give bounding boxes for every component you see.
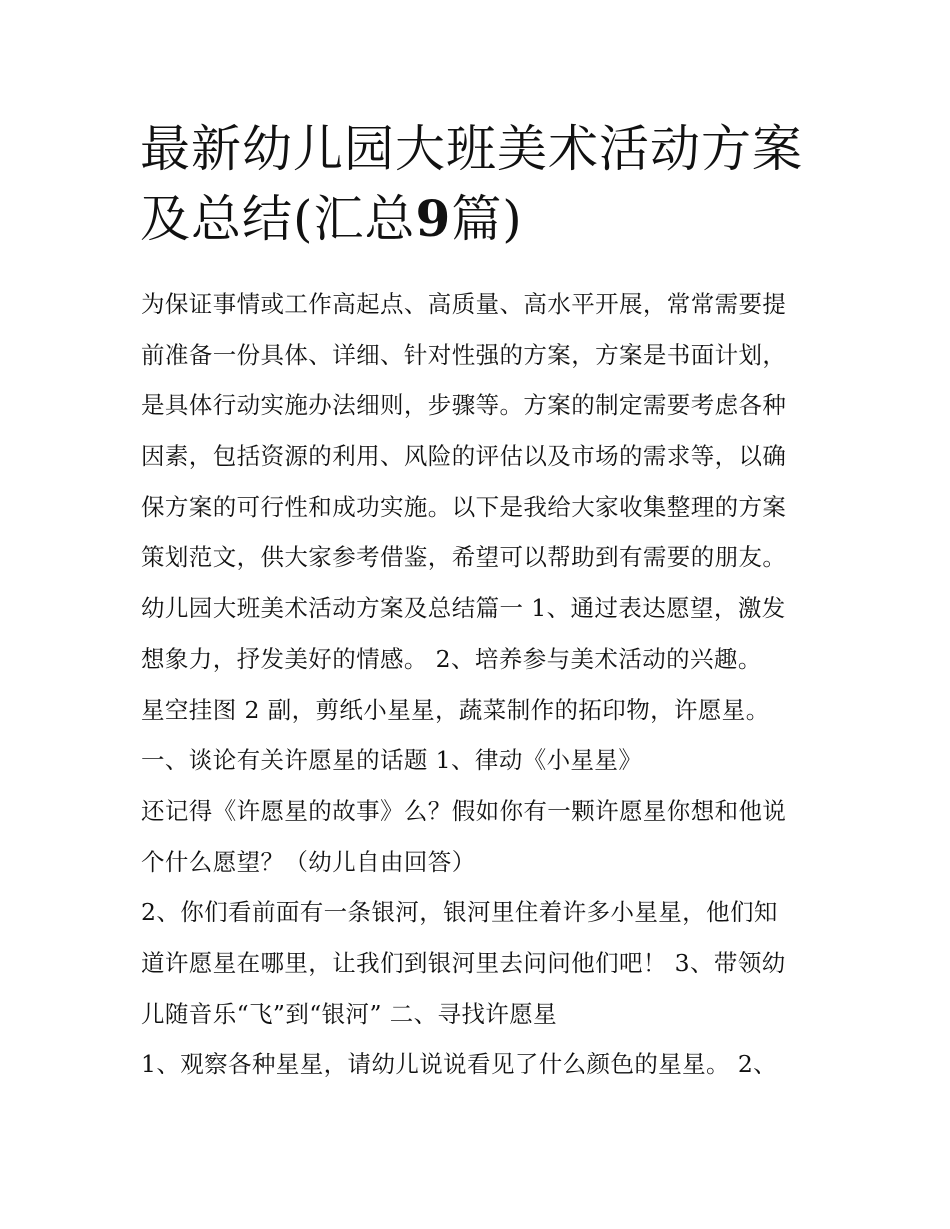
title-line-1: 最新幼儿园大班美术活动方案	[140, 120, 803, 178]
body-line: 星空挂图 2 副，剪纸小星星，蔬菜制作的拓印物，许愿星。	[141, 695, 770, 724]
document-body	[141, 279, 821, 1090]
body-line: 一、谈论有关许愿星的话题 1、律动《小星星》	[141, 746, 643, 775]
title-line-2-suffix: 篇)	[451, 190, 523, 248]
body-line: 还记得《许愿星的故事》么？假如你有一颗许愿星你想和他说	[141, 796, 787, 825]
body-line: 2、你们看前面有一条银河，银河里住着许多小星星，他们知	[141, 898, 778, 927]
title-line-2-number: 9	[415, 189, 452, 248]
body-line: 因素，包括资源的利用、风险的评估以及市场的需求等，以确	[141, 442, 787, 471]
title-line-2-prefix: 及总结(汇总	[140, 190, 416, 248]
body-line: 是具体行动实施办法细则，步骤等。方案的制定需要考虑各种	[141, 391, 787, 420]
body-line: 保方案的可行性和成功实施。以下是我给大家收集整理的方案	[141, 492, 787, 521]
body-line: 儿随音乐“飞”到“银河” 二、寻找许愿星	[141, 999, 558, 1028]
body-line: 想象力，抒发美好的情感。 2、培养参与美术活动的兴趣。	[141, 644, 762, 673]
body-line: 道许愿星在哪里，让我们到银河里去问问他们吧！ 3、带领幼	[141, 948, 786, 977]
document-title	[140, 114, 830, 254]
body-line: 1、观察各种星星，请幼儿说说看见了什么颜色的星星。 2、	[141, 1050, 778, 1079]
body-line: 幼儿园大班美术活动方案及总结篇一 1、通过表达愿望，激发	[141, 594, 786, 623]
body-line: 个什么愿望？（幼儿自由回答）	[141, 847, 476, 876]
body-line: 前准备一份具体、详细、针对性强的方案，方案是书面计划，	[141, 340, 787, 369]
body-line: 策划范文，供大家参考借鉴，希望可以帮助到有需要的朋友。	[141, 543, 787, 572]
body-line: 为保证事情或工作高起点、高质量、高水平开展，常常需要提	[141, 290, 787, 318]
